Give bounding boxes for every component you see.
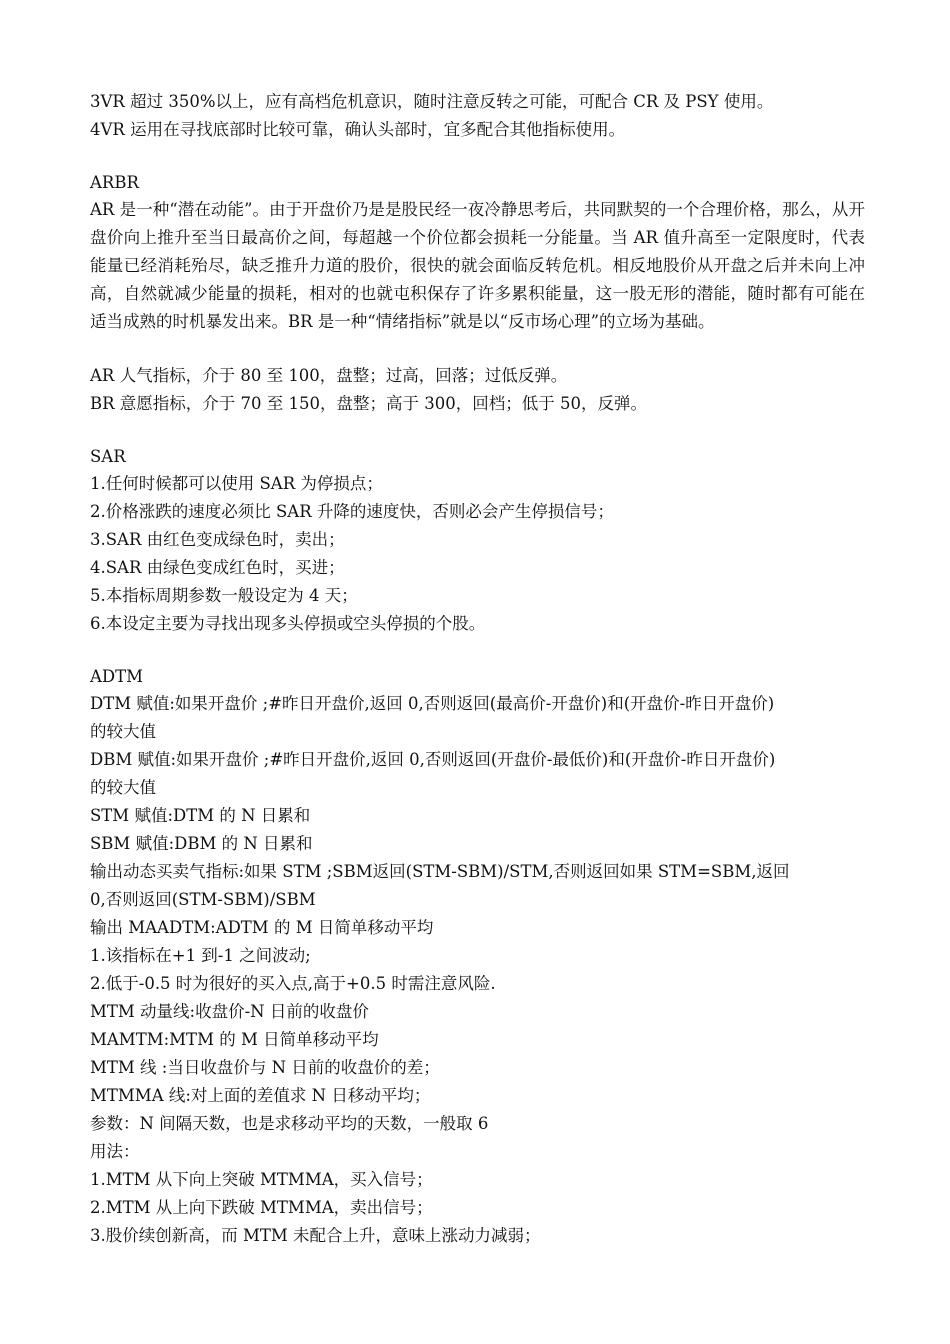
mtmma-line: MTMMA 线:对上面的差值求 N 日移动平均； [90,1086,431,1105]
output-line-2: 0,否则返回(STM-SBM)/SBM [90,890,316,909]
sbm-line: SBM 赋值:DBM 的 N 日累和 [90,834,313,853]
vr-item-4: 4VR 运用在寻找底部时比较可靠，确认头部时，宜多配合其他指标使用。 [90,120,626,139]
adtm-heading: ADTM [90,667,144,686]
sar-item-5: 5.本指标周期参数一般设定为 4 天； [90,586,358,605]
stm-line: STM 赋值:DTM 的 N 日累和 [90,806,311,825]
mtm-usage-2: 2.MTM 从上向下跌破 MTMMA，卖出信号； [90,1198,433,1217]
dbm-line-2: 的较大值 [90,778,156,797]
adtm-note-2: 2.低于-0.5 时为很好的买入点,高于+0.5 时需注意风险. [90,974,496,993]
maadtm-line: 输出 MAADTM:ADTM 的 M 日简单移动平均 [90,918,434,937]
arbr-heading: ARBR [90,173,139,192]
sar-item-4: 4.SAR 由绿色变成红色时，买进； [90,558,345,577]
sar-heading: SAR [90,447,126,466]
ar-indicator-line: AR 人气指标，介于 80 至 100，盘整；过高，回落；过低反弹。 [90,366,568,385]
document-page [90,88,865,1250]
dbm-line-1: DBM 赋值:如果开盘价 ;#昨日开盘价,返回 0,否则返回(开盘价-最低价)和(开盘价-昨日开盘价) [90,750,776,769]
mtm-usage-3: 3.股价续创新高，而 MTM 未配合上升，意味上涨动力减弱； [90,1226,541,1245]
dtm-line-2: 的较大值 [90,722,156,741]
adtm-note-1: 1.该指标在+1 到-1 之间波动; [90,946,311,965]
sar-item-3: 3.SAR 由红色变成绿色时，卖出； [90,530,345,549]
br-indicator-line: BR 意愿指标，介于 70 至 150，盘整；高于 300，回档；低于 50，反弹。 [90,394,647,413]
mtm-definition: MTM 动量线:收盘价-N 日前的收盘价 [90,1002,369,1021]
mtm-usage-1: 1.MTM 从下向上突破 MTMMA，买入信号； [90,1170,433,1189]
sar-item-2: 2.价格涨跌的速度必须比 SAR 升降的速度快，否则必会产生停损信号； [90,502,614,521]
arbr-paragraph: AR 是一种“潜在动能”。由于开盘价乃是是股民经一夜冷静思考后，共同默契的一个合理价格，那么，从开盘价向上推升至当日最高价之间，每超越一个价位都会损耗一分能量。当 AR 值升高至一定限度时，代表能量已经消耗殆尽，缺乏推升力道的股价，很快的就会面临反转危机。相反地股价从开盘之后并未向上冲高，自然就减少能量的损耗，相对的也就屯积保存了许多累积能量，这一股无形的潜能，随时都有可能在适当成熟的时机暴发出来。BR 是一种“情绪指标”就是以“反市场心理”的立场为基础。 [90,200,865,331]
sar-item-6: 6.本设定主要为寻找出现多头停损或空头停损的个股。 [90,614,486,633]
mtm-line: MTM 线 :当日收盘价与 N 日前的收盘价的差； [90,1058,440,1077]
output-line-1: 输出动态买卖气指标:如果 STM ;SBM返回(STM-SBM)/STM,否则返回如果 STM=SBM,返回 [90,862,790,881]
mtm-usage-heading: 用法： [90,1142,140,1161]
mtm-params: 参数：N 间隔天数，也是求移动平均的天数，一般取 6 [90,1114,489,1133]
vr-item-3: 3VR 超过 350%以上，应有高档危机意识，随时注意反转之可能，可配合 CR 及 PSY 使用。 [90,92,774,111]
sar-item-1: 1.任何时候都可以使用 SAR 为停损点； [90,474,383,493]
dtm-line-1: DTM 赋值:如果开盘价 ;#昨日开盘价,返回 0,否则返回(最高价-开盘价)和(开盘价-昨日开盘价) [90,694,775,713]
mamtm-line: MAMTM:MTM 的 M 日简单移动平均 [90,1030,379,1049]
